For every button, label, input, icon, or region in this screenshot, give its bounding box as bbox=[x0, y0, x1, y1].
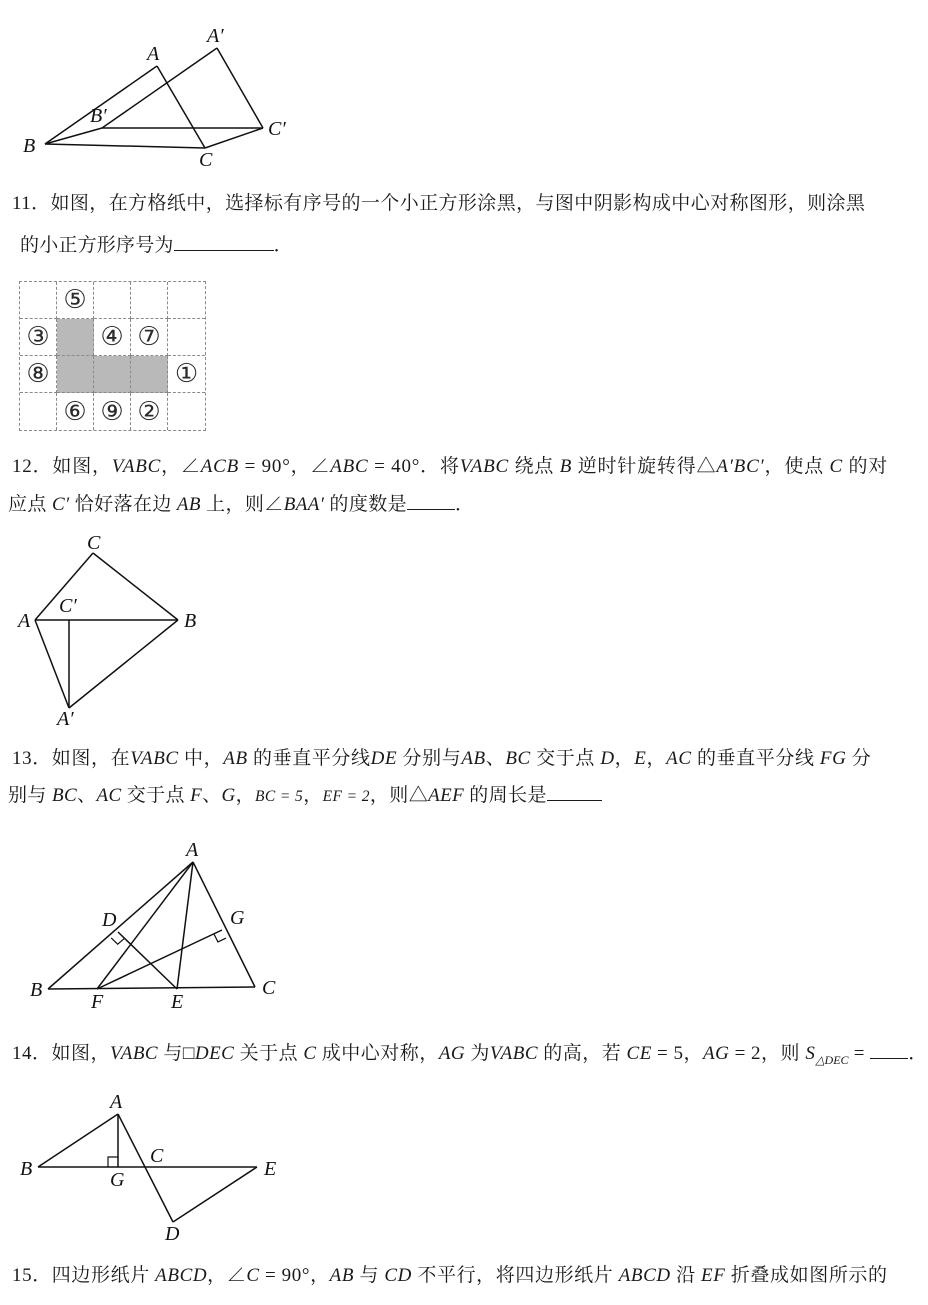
label-A: A bbox=[110, 1091, 123, 1113]
grid-cell-r1c4 bbox=[168, 319, 205, 356]
segment-BpAp bbox=[102, 48, 217, 128]
grid-cell-r2c3-shaded bbox=[131, 356, 168, 393]
grid-cell-r3c3: ② bbox=[131, 393, 168, 430]
label-Ap: A′ bbox=[207, 25, 224, 47]
grid-cell-r3c4 bbox=[168, 393, 205, 430]
grid-cell-r0c3 bbox=[131, 282, 168, 319]
problem-13-line-2: 别与 BC、AC 交于点 F、G，BC = 5，EF = 2，则△AEF 的周长是 bbox=[8, 783, 602, 810]
problem-11-line-1: 11．如图，在方格纸中，选择标有序号的一个小正方形涂黑，与图中阴影构成中心对称图形，则涂黑 bbox=[12, 193, 866, 214]
segment-BA bbox=[38, 1114, 118, 1167]
label-B: B bbox=[23, 135, 36, 157]
problem-14-line-1: 14．如图，VABC 与□DEC 关于点 C 成中心对称，AG 为VABC 的高，若 CE = 5，AG = 2，则 $S_{\triangle DEC}$ = ． bbox=[12, 1043, 928, 1067]
segment-AB bbox=[48, 862, 193, 989]
segment-ApB bbox=[69, 620, 178, 708]
label-D: D bbox=[102, 909, 117, 931]
label-B: B bbox=[184, 610, 197, 632]
problem-13-line-1: 13．如图，在VABC 中，AB 的垂直平分线DE 分别与AB、BC 交于点 D，E，AC 的垂直平分线 FG 分 bbox=[12, 748, 872, 769]
label-C: C bbox=[262, 977, 276, 999]
label-B: B bbox=[20, 1158, 33, 1180]
segment-DE bbox=[173, 1167, 257, 1222]
segment-CCp bbox=[205, 128, 263, 148]
label-F: F bbox=[91, 991, 104, 1013]
grid-cell-r2c1-shaded bbox=[57, 356, 94, 393]
grid-cell-r3c1: ⑥ bbox=[57, 393, 94, 430]
segment-BBp bbox=[45, 128, 102, 144]
label-C: C bbox=[150, 1145, 164, 1167]
segment-CA bbox=[193, 862, 255, 987]
grid-cell-r0c4 bbox=[168, 282, 205, 319]
grid-cell-r1c0: ③ bbox=[20, 319, 57, 356]
problem-15-line-1: 15．四边形纸片 ABCD，∠C = 90°，AB 与 CD 不平行，将四边形纸片 ABCD 沿 EF 折叠成如图所示的 bbox=[12, 1265, 888, 1286]
right-angle-mark-D bbox=[111, 938, 124, 944]
figure-translation-triangles bbox=[10, 25, 300, 171]
segment-DE bbox=[118, 932, 177, 989]
label-A: A bbox=[18, 610, 31, 632]
grid-cell-r3c2: ⑨ bbox=[94, 393, 131, 430]
problem-12-line-1: 12．如图，VABC，∠ACB = 90°，∠ABC = 40°．将VABC 绕点 B 逆时针旋转得△A′BC′，使点 C 的对 bbox=[12, 456, 889, 477]
grid-cell-r1c2: ④ bbox=[94, 319, 131, 356]
right-angle-mark-G bbox=[214, 934, 226, 942]
figure-rotation bbox=[8, 532, 208, 735]
label-C: C bbox=[87, 532, 101, 554]
grid-cell-r0c2 bbox=[94, 282, 131, 319]
right-angle-mark-G bbox=[108, 1157, 118, 1167]
label-G: G bbox=[110, 1169, 125, 1191]
grid-cell-r3c0 bbox=[20, 393, 57, 430]
label-E: E bbox=[171, 991, 184, 1013]
label-Cp: C′ bbox=[59, 595, 77, 617]
label-D: D bbox=[165, 1223, 180, 1245]
label-Cp: C′ bbox=[268, 118, 286, 140]
label-A: A bbox=[186, 839, 199, 861]
grid-cell-r2c0: ⑧ bbox=[20, 356, 57, 393]
grid-cell-r0c1: ⑤ bbox=[57, 282, 94, 319]
segment-BC bbox=[48, 987, 255, 989]
figure-central-symmetry bbox=[12, 1091, 282, 1247]
grid-cell-r1c3: ⑦ bbox=[131, 319, 168, 356]
grid-cell-r0c0 bbox=[20, 282, 57, 319]
label-A: A bbox=[147, 43, 160, 65]
problem-11-line-2: 的小正方形序号为 ． bbox=[20, 235, 293, 256]
segment-FG bbox=[97, 930, 222, 989]
label-Bp: B′ bbox=[90, 105, 107, 127]
label-C: C bbox=[199, 149, 213, 171]
grid-cell-r2c2-shaded bbox=[94, 356, 131, 393]
label-Ap: A′ bbox=[57, 708, 74, 730]
figure-grid bbox=[19, 281, 206, 431]
label-E: E bbox=[264, 1158, 277, 1180]
segment-BC bbox=[45, 144, 205, 148]
segment-AD bbox=[118, 1114, 173, 1222]
grid-cell-r1c1-shaded bbox=[57, 319, 94, 356]
label-G: G bbox=[230, 907, 245, 929]
grid-cell-r2c4: ① bbox=[168, 356, 205, 393]
figure-bisectors bbox=[20, 838, 290, 1013]
segment-CB bbox=[93, 553, 178, 620]
segment-AAp bbox=[35, 620, 69, 708]
segment-ApCp bbox=[217, 48, 263, 128]
segment-AC bbox=[157, 66, 205, 148]
label-B: B bbox=[30, 979, 43, 1001]
problem-12-line-2: 应点 C′ 恰好落在边 AB 上，则∠BAA′ 的度数是 ． bbox=[8, 494, 475, 515]
